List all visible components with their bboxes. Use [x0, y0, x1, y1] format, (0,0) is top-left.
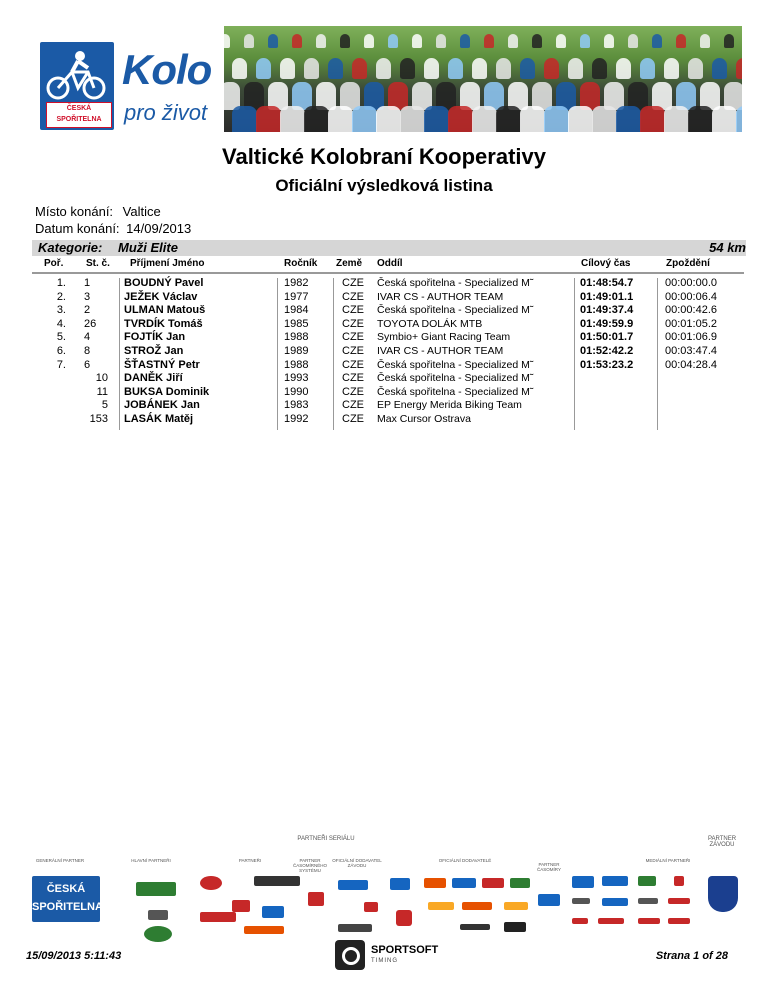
partner-logo [428, 902, 454, 910]
cell-team: TOYOTA DOLÁK MTB [377, 317, 483, 330]
cyclist-figure [616, 106, 641, 132]
cyclist-figure [652, 34, 662, 48]
cell-year: 1984 [284, 304, 309, 317]
date-line [35, 221, 191, 236]
cyclist-figure [628, 34, 638, 48]
cyclist-figure [352, 58, 367, 79]
partner-logo [396, 910, 412, 926]
media-partner-logo [674, 876, 684, 886]
partners-strip [26, 836, 746, 946]
media-partner-logo [602, 876, 628, 886]
cyclist-figure [472, 106, 497, 132]
cyclist-figure [496, 58, 511, 79]
cyclist-figure [316, 34, 326, 48]
cell-gap: 00:04:28.4 [665, 358, 717, 371]
col-header-name: Příjmení Jméno [130, 258, 205, 269]
media-partner-logo [668, 918, 690, 924]
table-row [0, 331, 768, 344]
partner-logo [262, 906, 284, 918]
cell-start-number: 11 [96, 385, 108, 398]
category-label: Kategorie: [38, 240, 103, 255]
cyclist-figure [568, 106, 593, 132]
date-label: Datum konání: [35, 221, 120, 236]
table-row [0, 345, 768, 358]
cyclist-figure [292, 34, 302, 48]
partner-logo [510, 878, 530, 888]
cell-country: CZE [342, 372, 364, 385]
venue-line [35, 204, 161, 219]
cell-team: IVAR CS - AUTHOR TEAM [377, 290, 504, 303]
sportsoft-sub: TIMING [371, 958, 398, 964]
cell-position: 1. [56, 277, 66, 289]
cell-position: 7. [56, 358, 66, 371]
cell-year: 1985 [284, 317, 309, 330]
cyclist-figure [400, 58, 415, 79]
cell-year: 1988 [284, 358, 309, 371]
col-header-team: Oddíl [377, 258, 403, 269]
specialized-logo [200, 876, 222, 890]
sportsoft-logo [335, 940, 445, 974]
partner-logo [424, 878, 446, 888]
partners-media-title: MEDIÁLNÍ PARTNEŘI [645, 858, 691, 863]
partners-partners-title: PARTNEŘI [238, 858, 262, 863]
cell-gap: 00:03:47.4 [665, 345, 717, 357]
cyclist-figure [424, 106, 449, 132]
cell-team: Česká spořitelna - Specialized M˜ [377, 358, 534, 371]
category-distance: 54 km [709, 240, 746, 255]
cell-name: FOJTÍK Jan [124, 331, 186, 344]
cell-year: 1993 [284, 372, 309, 385]
partners-official-suppliers-title: OFICIÁLNÍ DODAVATELÉ [438, 858, 492, 863]
cell-finish-time: 01:53:23.2 [580, 358, 634, 371]
cell-name: BOUDNÝ Pavel [124, 277, 204, 289]
cyclist-figure [280, 58, 295, 79]
cyclist-figure [616, 58, 631, 79]
media-partner-logo [572, 918, 588, 924]
col-header-pos: Poř. [44, 258, 64, 269]
cyclist-figure [544, 106, 569, 132]
cyclist-figure [640, 106, 665, 132]
cell-position: 6. [56, 345, 66, 357]
cyclist-figure [256, 58, 271, 79]
cell-country: CZE [342, 277, 364, 289]
cyclist-figure [508, 34, 518, 48]
media-partner-logo [572, 898, 590, 904]
col-header-gap: Zpoždění [666, 258, 710, 269]
logo-word-kolo: Kolo [122, 46, 212, 93]
media-partner-logo [638, 898, 658, 904]
cyclist-figure [700, 34, 710, 48]
3m-logo [308, 892, 324, 906]
cell-start-number: 153 [89, 413, 108, 425]
cell-finish-time: 01:50:01.7 [580, 331, 634, 344]
cell-gap: 00:01:06.9 [665, 331, 717, 344]
partner-logo [338, 880, 368, 890]
cell-year: 1982 [284, 277, 309, 289]
media-partner-logo [638, 876, 656, 886]
cell-start-number: 2 [84, 304, 91, 317]
cyclist-figure [304, 58, 319, 79]
cyclist-figure [424, 58, 439, 79]
cyclist-figure [400, 106, 425, 132]
cyclist-figure [328, 58, 343, 79]
table-row [0, 413, 768, 426]
cyclist-figure [712, 106, 737, 132]
table-row [0, 277, 768, 290]
cyclist-figure [352, 106, 377, 132]
cell-position: 3. [56, 304, 66, 317]
cyclist-figure [712, 58, 727, 79]
partners-series-title: PARTNEŘI SERIÁLU [297, 836, 355, 842]
cell-country: CZE [342, 358, 364, 371]
table-row [0, 318, 768, 331]
cyclist-figure [604, 34, 614, 48]
cell-name: BUKSA Dominik [124, 385, 210, 398]
footer-page-value: 1 of 28 [693, 950, 728, 962]
cyclist-figure [436, 34, 446, 48]
cyclist-figure [232, 106, 257, 132]
table-row [0, 304, 768, 317]
cell-team: Česká spořitelna - Specialized M˜ [377, 277, 534, 289]
cyclist-figure [340, 34, 350, 48]
cyclist-figure [268, 34, 278, 48]
table-row [0, 372, 768, 385]
cell-start-number: 10 [95, 372, 108, 385]
cyclist-figure [556, 34, 566, 48]
ceska-sporitelna-partner-logo: ČESKÁ SPOŘITELNA [32, 876, 100, 922]
col-header-no: St. č. [86, 258, 110, 269]
partners-main-title: HLAVNÍ PARTNEŘI [131, 858, 171, 863]
cyclist-figure [460, 34, 470, 48]
kooperativa-logo [136, 882, 176, 896]
cell-country: CZE [342, 331, 364, 344]
cyclist-figure [544, 58, 559, 79]
cell-team: Max Cursor Ostrava [377, 413, 471, 425]
cyclist-figure [676, 34, 686, 48]
cell-team: Česká spořitelna - Specialized M˜ [377, 372, 534, 385]
cyclist-figure [688, 106, 713, 132]
cyclist-figure [640, 58, 655, 79]
partner-logo [504, 902, 528, 910]
header-photo-cyclists [224, 26, 742, 132]
footer-print-date: 15/09/2013 5:11:43 [26, 950, 122, 962]
partners-timing-title: PARTNER ČASOMÍRNÉHO SYSTÉMU [292, 858, 327, 873]
sportsfactory-logo [244, 926, 284, 934]
page-title: Valtické Kolobraní Kooperativy [222, 144, 546, 169]
cell-team: IVAR CS - AUTHOR TEAM [377, 345, 504, 357]
cell-team: EP Energy Merida Biking Team [377, 399, 522, 412]
cyclist-figure [520, 58, 535, 79]
cell-country: CZE [342, 385, 364, 398]
table-row [0, 359, 768, 372]
cell-name: DANĚK Jiří [124, 372, 183, 385]
skoda-emblem-icon [144, 926, 172, 942]
cyclist-figure [520, 106, 545, 132]
cell-start-number: 3 [84, 290, 91, 303]
date-value: 14/09/2013 [126, 221, 192, 236]
cell-year: 1989 [284, 345, 309, 357]
ceska-sporitelna-small-logo: ČESKÁ SPOŘITELNA [46, 102, 112, 128]
cell-start-number: 4 [84, 331, 91, 344]
logo-word-zivot: pro život [124, 100, 208, 125]
cell-year: 1977 [284, 290, 309, 303]
cell-year: 1990 [284, 385, 309, 398]
cell-start-number: 26 [84, 317, 97, 330]
cyclist-figure [580, 34, 590, 48]
cyclist-figure [496, 106, 521, 132]
venue-label: Místo konání: [35, 204, 114, 219]
partner-logo [254, 876, 300, 886]
cell-year: 1983 [284, 399, 309, 412]
cell-gap: 00:00:00.0 [665, 277, 717, 289]
valtice-coat-of-arms-icon [708, 876, 738, 912]
header-divider [32, 272, 744, 274]
cyclist-figure [448, 106, 473, 132]
partner-logo [482, 878, 504, 888]
cell-country: CZE [342, 399, 364, 412]
cell-start-number: 1 [84, 277, 91, 289]
cyclist-figure [724, 34, 734, 48]
cell-country: CZE [342, 317, 364, 330]
lawi-logo [232, 900, 250, 912]
cyclist-figure [224, 34, 230, 48]
cell-position: 2. [56, 290, 66, 303]
cell-name: JEŽEK Václav [124, 290, 198, 303]
cell-name: LASÁK Matěj [124, 413, 194, 425]
cyclist-figure [472, 58, 487, 79]
media-partner-logo [598, 918, 624, 924]
cell-start-number: 6 [84, 358, 91, 371]
footer-page-label: Strana [655, 950, 691, 962]
cyclist-figure [232, 58, 247, 79]
cyclist-figure [388, 34, 398, 48]
cell-finish-time: 01:49:59.9 [580, 317, 634, 330]
partners-official-supplier-title: OFICIÁLNÍ DODAVATEL ZÁVODU [332, 858, 382, 868]
cyclist-figure [244, 34, 254, 48]
cell-country: CZE [342, 345, 364, 357]
table-row [0, 386, 768, 399]
cell-team: Symbio+ Giant Racing Team [377, 331, 511, 344]
cyclist-figure [568, 58, 583, 79]
cyclist-figure [376, 106, 401, 132]
cell-gap: 00:01:05.2 [665, 317, 717, 330]
cell-start-number: 5 [101, 399, 108, 412]
kolo-pro-zivot-logo [40, 42, 216, 132]
media-partner-logo [638, 918, 660, 924]
media-partner-logo [602, 898, 628, 906]
cyclist-figure [484, 34, 494, 48]
cell-name: ULMAN Matouš [124, 304, 206, 317]
cell-finish-time: 01:49:37.4 [580, 304, 634, 317]
cell-finish-time: 01:52:42.2 [580, 345, 634, 357]
cell-gap: 00:00:42.6 [665, 304, 717, 317]
partner-logo [338, 924, 372, 932]
cyclist-figure [664, 106, 689, 132]
cell-position: 5. [56, 331, 66, 344]
cell-country: CZE [342, 304, 364, 317]
cyclist-figure [664, 58, 679, 79]
venue-value: Valtice [122, 204, 161, 219]
sportsoft-brand: SPORTSOFT [371, 944, 439, 956]
partner-logo [452, 878, 476, 888]
partner-logo [390, 878, 410, 890]
cyclist-figure [448, 58, 463, 79]
sportsoft-emblem-icon [335, 940, 365, 970]
cyclist-figure [280, 106, 305, 132]
cyclist-figure [736, 58, 742, 79]
partner-logo [462, 902, 492, 910]
cell-country: CZE [342, 413, 364, 425]
cyclist-figure [376, 58, 391, 79]
table-row [0, 399, 768, 412]
partners-race-title: PARTNER ZÁVODU [707, 836, 737, 848]
cyclist-figure [412, 34, 422, 48]
partners-timing2-title: PARTNER ČASOMÍRY [537, 862, 561, 872]
cyclist-figure [304, 106, 329, 132]
col-header-country: Země [336, 258, 363, 269]
cell-team: Česká spořitelna - Specialized M˜ [377, 304, 534, 317]
cyclist-figure [364, 34, 374, 48]
category-name: Muži Elite [118, 240, 178, 255]
col-header-time: Cílový čas [581, 258, 631, 269]
cyclist-figure [328, 106, 353, 132]
cyclist-figure [592, 58, 607, 79]
partners-general-title: GENERÁLNÍ PARTNER [35, 858, 85, 863]
skoda-logo [148, 910, 168, 920]
table-row [0, 291, 768, 304]
cyclist-figure [688, 58, 703, 79]
partner-logo [538, 894, 560, 906]
cell-finish-time: 01:49:01.1 [580, 290, 634, 303]
cell-gap: 00:00:06.4 [665, 290, 717, 303]
cell-name: ŠŤASTNÝ Petr [124, 358, 200, 371]
cell-position: 4. [56, 317, 66, 330]
cell-year: 1988 [284, 331, 309, 344]
thule-logo [504, 922, 526, 932]
col-header-year: Ročník [284, 258, 318, 269]
cell-year: 1992 [284, 413, 309, 425]
page-subtitle: Oficiální výsledková listina [275, 176, 493, 195]
partner-logo [364, 902, 378, 912]
cell-name: STROŽ Jan [124, 345, 184, 357]
cyclist-figure [592, 106, 617, 132]
cell-name: JOBÁNEK Jan [124, 399, 200, 412]
cell-name: TVRDÍK Tomáš [124, 317, 203, 330]
cell-start-number: 8 [84, 345, 91, 357]
cell-finish-time: 01:48:54.7 [580, 277, 634, 289]
media-partner-logo [668, 898, 690, 904]
partner-logo [460, 924, 490, 930]
cyclist-figure [256, 106, 281, 132]
cyclist-figure [532, 34, 542, 48]
footer-page-number [656, 950, 728, 962]
cyclist-figure [736, 106, 742, 132]
cell-country: CZE [342, 290, 364, 303]
cell-team: Česká spořitelna - Specialized M˜ [377, 385, 534, 398]
media-partner-logo [572, 876, 594, 888]
partner-logo [200, 912, 236, 922]
